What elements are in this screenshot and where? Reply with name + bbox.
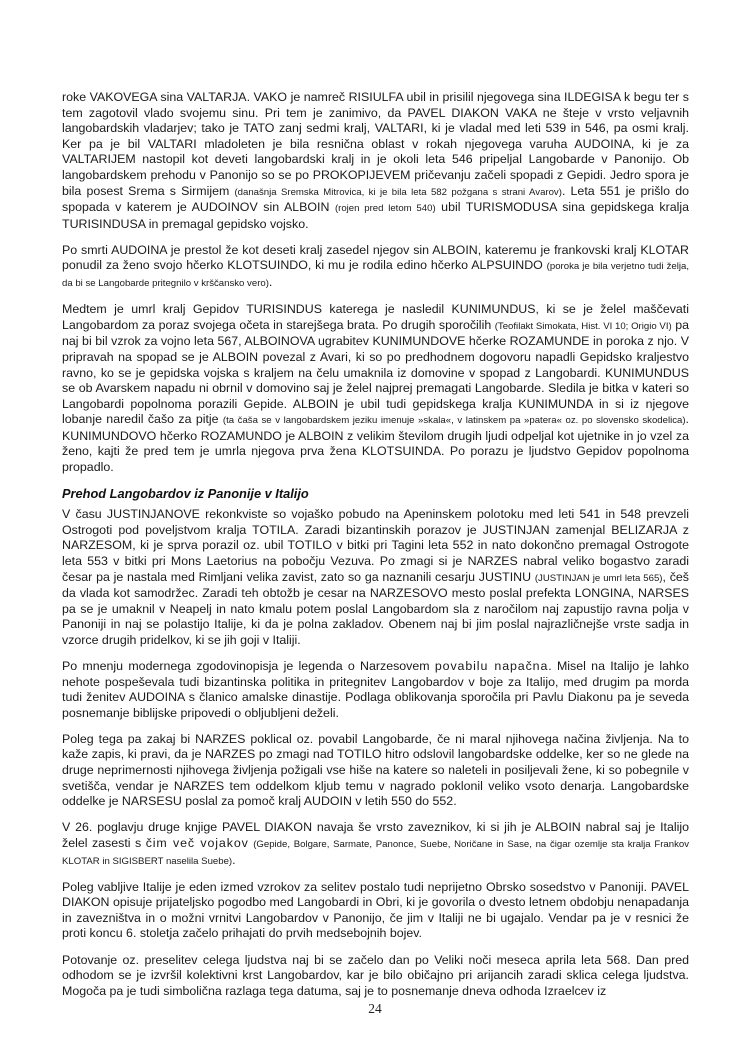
body-text-before-heading [62,90,689,476]
text-run: Poleg tega pa zakaj bi NARZES poklical oz. povabil Langobarde, če ni maral njihovega načina življenja. Na to kaže zapis, ki pravi, da je NARZES po zmagi nad TOTILO hitro odslovil langobardske oddelke, ker so ne glede na druge neprimernosti njihovega življenja požigali vse hiše na katere so naleteli in posiljevali žene, ki so pobegnile v svetišča, vendar je NARZES tem oddelkom kljub temu v nagrado poklonil veliko vsoto denarja. Langobardske oddelke je NARSESU poslal za pomoč kralj AUDOIN v letih 550 do 552. [62,731,689,809]
text-run: Poleg vabljive Italije je eden izmed vzrokov za selitev postalo tudi neprijetno Obrsko sosedstvo v Panoniji. PAVEL DIAKON opisuje prijateljsko pogodbo med Langobardi in Obri, ki je govorila o dvesto letnem obdobju nenapadanja in zavezništva in o možni vrnitvi Langobardov v Panonijo, če jim v Italiji ne bi ugajalo. Vendar pa je v resnici že proti koncu 6. stoletja začelo prihajati do prvih medsebojnih bojev. [62,879,689,941]
paragraph [62,732,689,810]
paragraph [62,302,689,476]
paragraph [62,659,689,721]
paragraph [62,953,689,1000]
text-run: . KUNIMUNDOVO hčerko ROZAMUNDO je ALBOIN z velikim številom drugih ljudi odpeljal kot ujetnike in jo vzel za ženo, kajti že pred tem je umrla njegova prva žena KLOTSUINDA. Po porazu je ljudstvo Gepidov popolnoma propadlo. [62,412,689,475]
section-heading: Prehod Langobardov iz Panonije v Italijo [62,486,309,502]
paragraph [62,880,689,942]
parenthetical-note: (Teofilakt Simokata, Hist. VI 10; Origio VI) [494,320,672,332]
body-text-after-heading [62,507,689,999]
paragraph [62,243,689,292]
parenthetical-note: (poroka je bila verjetno tudi želja, da bi se Langobarde pritegnilo v krščansko vero) [62,261,689,290]
paragraph [62,820,689,869]
paragraph [62,90,689,232]
emphasized-text: čim več vojakov [145,835,249,850]
text-run: . [232,852,236,867]
parenthetical-note: (rojen pred letom 540) [334,203,436,215]
text-run: Po smrti AUDOINA je prestol že kot deseti kralj zasedel njegov sin ALBOIN, kateremu je frankovski kralj KLOTAR ponudil za ženo svojo hčerko KLOTSUINDO, ki mu je rodila edino hčerko ALPSUINDO [62,242,689,273]
text-run: pa naj bi bil vzrok za vojno leta 567, ALBOINOVA ugrabitev KUNIMUNDOVE hčerke ROZAMUNDE in poroka z njo. V pripravah na spopad se je ALBOIN povezal z Avari, ki so po predhodnem dogovoru napadli Gepidsko kraljestvo ravno, ko se je gepidska vojska s kraljem na čelu umaknila iz domovine v spopad z Langobardi. KUNIMUNDUS se ob Avarskem napadu ni obrnil v domovino saj je želel najprej premagati Langobarde. Sledila je bitka v kateri so Langobardi popolnoma porazili Gepide. ALBOIN je ubil tudi gepidskega kralja KUNIMUNDA in si iz njegove lobanje naredil čašo za pitje [62,317,689,427]
text-run: Po mnenju modernega zgodovinopisja je legenda o Narzesovem [62,659,435,673]
text-run: . Misel na Italijo je lahko nehote pospeševala tudi bizantinska politika in pritegnitev Langobardov v boje za Italijo, med drugim pa morda tudi ženitev AUDOINA s članico amalske dinastije. Podlaga oblikovanja sporočila pri Pavlu Diakonu pa je seveda posnemanje biblijske pripovedi o obljubljeni deželi. [62,659,689,720]
text-run: , češ da vlada kot samodržec. Zaradi teh obtožb je cesar na NARZESOVO mesto poslal prefekta LONGINA, NARSES pa se je umaknil v Neapelj in nato kmalu potem poslal Langobardom sla z naročilom naj zapustijo ravna polja v Panoniji in naj se polastijo Italije, ki da je polna zakladov. Obenem naj bi jim poslal najrazličnejše vrste sadja in vzorce drugih pridelkov, ki se jih goji v Italiji. [62,569,689,647]
page-number: 24 [368,1001,382,1016]
parenthetical-note: (ta čaša se v langobardskem jeziku imenuje »skala«, v latinskem pa »patera« oz. po slovensko skodelica) [222,415,686,427]
parenthetical-note: (Gepide, Bolgare, Sarmate, Panonce, Suebe, Noričane in Sase, na čigar ozemlje sta kralja Frankov KLOTAR in SIGISBERT naselila Suebe) [62,838,689,867]
document-page [62,90,689,1010]
text-run: V 26. poglavju druge knjige PAVEL DIAKON navaja še vrsto zaveznikov, ki si jih je ALBOIN nabral saj je Italijo želel zasesti s [62,820,689,850]
text-run: roke VAKOVEGA sina VALTARJA. VAKO je namreč RISIULFA ubil in prisilil njegovega sina ILDEGISA k begu ter s tem zagotovil vlado svojemu sinu. Pri tem je zanimivo, da PAVEL DIAKON VAKA ne šteje v vrsto veljavnih langobardskih vladarjev; tako je TATO zanj sedmi kralj, VALTARI, ki je vladal med leti 539 in 546, pa osmi kralj. Ker pa je bil VALTARI mladoleten je bila resnična oblast v rokah njegovega varuha AUDOINA, ki je za VALTARIJEM nastopil kot deveti langobardski kralj in je okoli leta 546 pripeljal Langobarde v Panonijo. Ob langobardskem prehodu v Panonijo so se po PROKOPIJEVEM pričevanju začeli spopadi z Gepidi. Jedro spora je bila posest Srema s Sirmijem [62,90,689,198]
text-run: Medtem je umrl kralj Gepidov TURISINDUS katerega je nasledil KUNIMUNDUS, ki se je želel maščevati Langobardom za poraz svojega očeta in starejšega brata. Po drugih sporočilih [62,302,689,332]
text-run: . [268,275,273,290]
emphasized-text: povabilu napačna [434,659,549,673]
text-run: . Leta 551 je prišlo do spopada v katerem je AUDOINOV sin ALBOIN [62,183,689,215]
parenthetical-note: (JUSTINJAN je umrl leta 565) [534,572,663,584]
text-run: ubil TURISMODUSA sina gepidskega kralja TURISINDUSA in premagal gepidsko vojsko. [62,200,690,231]
text-run: V času JUSTINJANOVE rekonkviste so vojaško pobudo na Apeninskem polotoku med leti 541 in 548 prevzeli Ostrogoti pod poveljstvom kralja TOTILA. Zaradi bizantinskih porazov je JUSTINJAN zamenjal BELIZARJA z NARZESOM, ki je sprva porazil oz. ubil TOTILO v bitki pri Tagini leta 552 in nato dokončno premagal Ostrogote leta 553 v bitki pri Mons Laetorius na pobočju Vezuva. Po zmagi si je NARZES nabral veliko bogastvo zaradi česar pa je nastala med Rimljani velika zavist, zato so ga naznanili cesarju JUSTINU [62,507,689,584]
parenthetical-note: (današnja Sremska Mitrovica, ki je bila leta 582 požgana s strani Avarov) [234,186,562,198]
text-run: Potovanje oz. preselitev celega ljudstva naj bi se začelo dan po Veliki noči meseca aprila leta 568. Dan pred odhodom se je izvršil kolektivni krst Langobardov, kar je bilo običajno pri arijancih zaradi sklica celega ljudstva. Mogoča pa je tudi simbolična razlaga tega datuma, saj je to posnemanje dneva odhoda Izraelcev iz [62,952,689,998]
paragraph [62,507,689,648]
